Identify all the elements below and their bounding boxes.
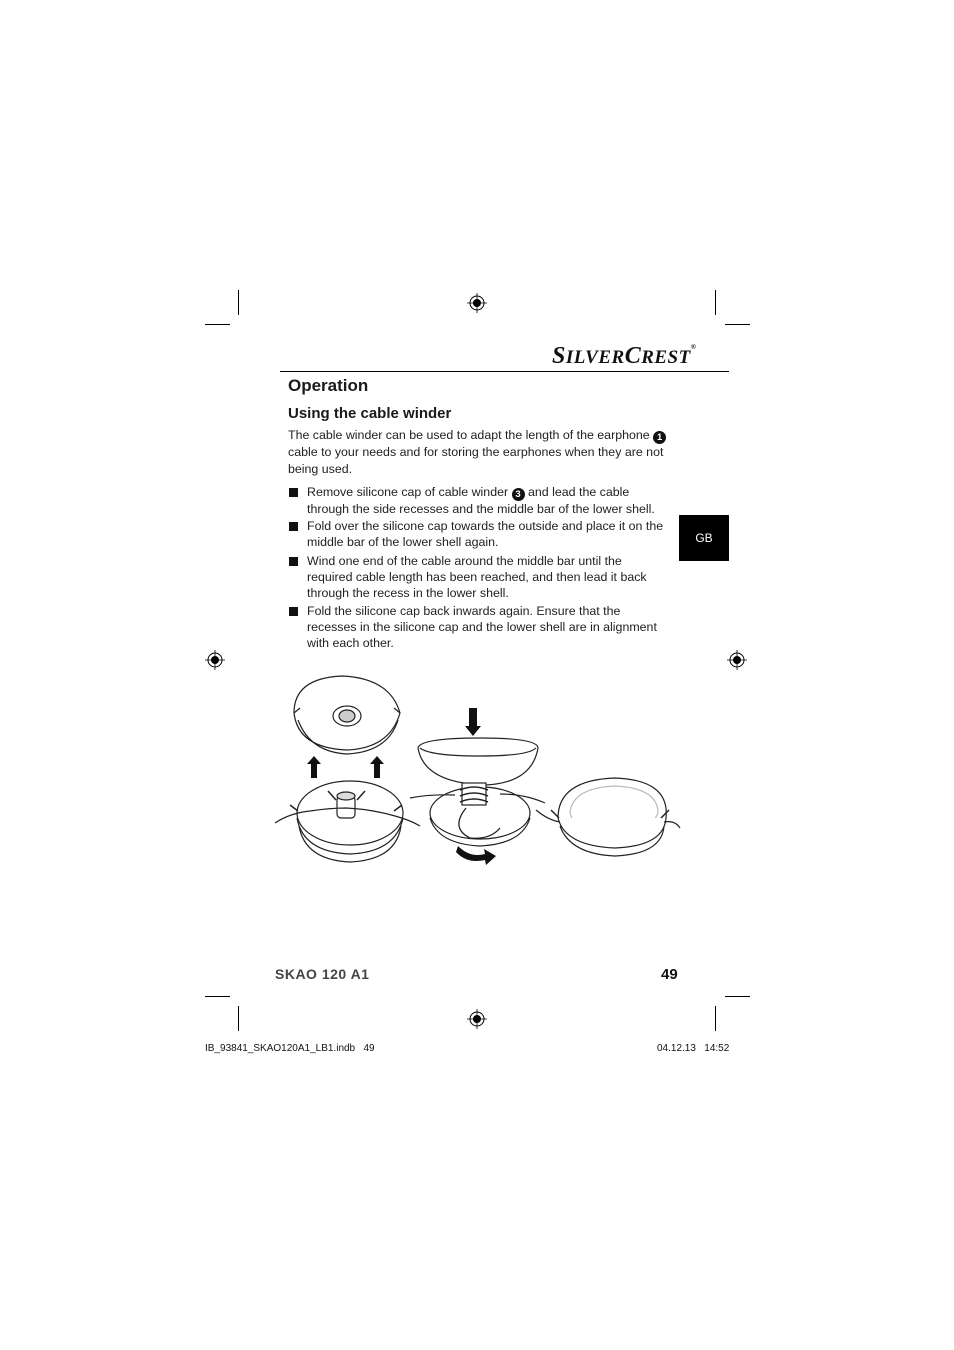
header-rule (280, 371, 729, 372)
list-item: Wind one end of the cable around the middle bar until the required cable length has been reached, and then lead it back through the recess in the lower shell. (288, 553, 668, 601)
up-arrow-right-icon (370, 756, 384, 778)
brand-logo: SILVERCREST® (552, 343, 697, 369)
list-item: Fold over the silicone cap towards the outside and place it on the middle bar of the lower shell again. (288, 518, 668, 550)
rotate-arrow-icon (456, 846, 496, 865)
print-datetime: 04.12.13 14:52 (657, 1043, 730, 1054)
footer-model: SKAO 120 A1 (275, 966, 370, 982)
registration-mark-top-icon (467, 293, 487, 313)
up-arrow-left-icon (307, 756, 321, 778)
lower-shell-drawing (275, 781, 420, 862)
winding-drawing (410, 738, 545, 846)
bullet-square-icon (289, 557, 298, 566)
crop-mark-bottom-left-horizontal (205, 996, 230, 997)
removed-cap-drawing (294, 676, 400, 754)
crop-mark-top-left-vertical (238, 290, 239, 315)
list-item: Fold the silicone cap back inwards again. Ensure that the recesses in the silicone cap and the lower shell are in alignment with each other. (288, 603, 668, 651)
language-tab: GB (679, 515, 729, 561)
bullet-square-icon (289, 488, 298, 497)
section-title: Operation (288, 376, 369, 395)
bullet-square-icon (289, 607, 298, 616)
list-item: Remove silicone cap of cable winder 3 and lead the cable through the side recesses and the middle bar of the lower shell. (288, 484, 668, 517)
reference-number-badge: 3 (512, 488, 525, 501)
intro-paragraph: The cable winder can be used to adapt the length of the earphone 1 cable to your needs and for storing the earphones when they are not being used. (288, 427, 673, 478)
crop-mark-top-left-horizontal (205, 324, 230, 325)
registration-mark-right-icon (727, 650, 747, 670)
down-arrow-icon (465, 708, 481, 736)
crop-mark-bottom-right-vertical (715, 1006, 716, 1031)
print-file-info: IB_93841_SKAO120A1_LB1.indb 49 (205, 1043, 375, 1054)
bullet-square-icon (289, 522, 298, 531)
crop-mark-bottom-right-horizontal (725, 996, 750, 997)
registration-mark-left-icon (205, 650, 225, 670)
crop-mark-top-right-horizontal (725, 324, 750, 325)
reference-number-badge: 1 (653, 431, 666, 444)
page-number: 49 (661, 966, 678, 983)
registration-mark-bottom-icon (467, 1009, 487, 1029)
cable-winder-illustration (270, 668, 690, 868)
crop-mark-top-right-vertical (715, 290, 716, 315)
crop-mark-bottom-left-vertical (238, 1006, 239, 1031)
subsection-title: Using the cable winder (288, 405, 452, 422)
